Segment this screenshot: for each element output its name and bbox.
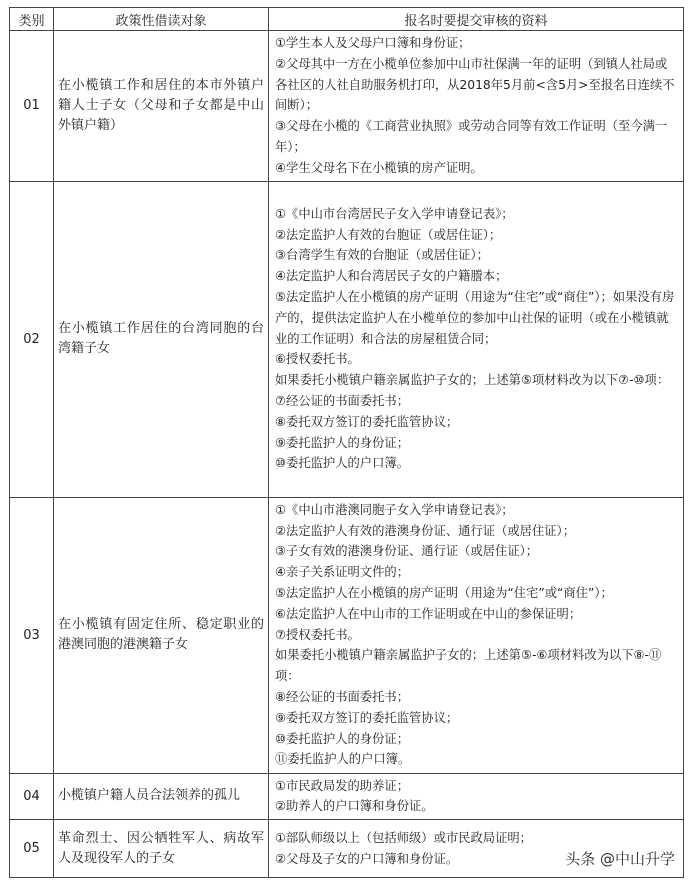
material-item: ⑨委托双方签订的委托监管协议； [275,710,459,725]
material-item: ②父母其中一方在小榄单位参加中山市社保满一年的证明（到镇人社局或各社区的人社自助服务机打印，从2018年5月前<含5月>至报名日连续不间断）； [275,56,675,113]
row-category-number: 01 [10,31,54,182]
row-materials [269,773,684,820]
row-policy-object: 在小榄镇工作居住的台湾同胞的台湾籍子女 [54,181,269,497]
material-item: ④学生父母名下在小榄镇的房产证明。 [275,160,483,175]
row-category-number: 02 [10,181,54,497]
material-item: ①市民政局发的助养证； [275,778,409,793]
material-item: ⑦授权委托书。 [275,627,360,642]
table-row [10,773,684,820]
row-materials [269,31,684,182]
material-item: ②法定监护人有效的港澳身份证、通行证（或居住证）； [275,523,576,538]
row-category-number: 03 [10,497,54,773]
material-item: ⑦经公证的书面委托书； [275,394,409,409]
row-policy-object: 在小榄镇有固定住所、稳定职业的港澳同胞的港澳籍子女 [54,497,269,773]
material-item: ①学生本人及父母户口簿和身份证； [275,36,471,50]
policy-table [9,7,684,878]
material-item: ①《中山市港澳同胞子女入学申请登记表》； [275,502,514,517]
row-category-number: 04 [10,773,54,820]
material-item: 如果委托小榄镇户籍亲属监护子女的；上述第⑤项材料改为以下⑦-⑩项： [275,373,670,388]
material-item: ②父母及子女的户口簿和身份证。 [275,851,459,866]
header-category: 类别 [10,8,54,31]
row-policy-object: 小榄镇户籍人员合法领养的孤儿 [54,773,269,820]
row-materials [269,497,684,773]
material-item: ①《中山市台湾居民子女入学申请登记表》； [275,206,514,221]
material-item: ⑩委托监护人的身份证； [275,731,409,746]
material-item: ⑤法定监护人在小榄镇的房产证明（用途为“住宅”或“商住”）； [275,586,613,601]
watermark: 头条 @中山升学 [562,847,678,870]
material-item: ⑨委托监护人的身份证； [275,435,409,450]
material-item: ②法定监护人有效的台胞证（或居住证）； [275,227,502,242]
material-item: ②助养人的户口簿和身份证。 [275,799,434,814]
material-item: ④亲子关系证明文件的； [275,565,409,580]
material-item: ③子女有效的港澳身份证、通行证（或居住证）； [275,544,539,559]
material-item: ⑩委托监护人的户口簿。 [275,456,409,471]
material-item: ⑪委托监护人的户口簿。 [275,752,411,767]
table-row [10,31,684,182]
header-object: 政策性借读对象 [54,8,269,31]
material-item: ③父母在小榄的《工商营业执照》或劳动合同等有效工作证明（至今满一年）； [275,119,668,154]
material-item: ⑧委托双方签订的委托监管协议； [275,414,459,429]
table-row [10,181,684,497]
material-item: ③台湾学生有效的台胞证（或居住证）； [275,248,489,263]
material-item: ⑥授权委托书。 [275,352,360,367]
material-item: ⑥法定监护人在中山市的工作证明或在中山的参保证明； [275,606,582,621]
material-item: ①部队师级以上（包括师级）或市民政局证明； [275,830,532,845]
material-item: ⑤法定监护人在小榄镇的房产证明（用途为“住宅”或“商住”）；如果没有房产的，提供法定监护人在小榄单位的参加中山社保的证明（或在小榄镇就业的工作证明）和合法的房屋租赁合同； [275,290,675,346]
row-materials [269,181,684,497]
header-materials: 报名时要提交审核的资料 [269,8,684,31]
material-item: ④法定监护人和台湾居民子女的户籍謄本； [275,269,508,284]
table-row [10,497,684,773]
row-policy-object: 革命烈士、因公牺牲军人、病故军人及现役军人的子女 [54,820,269,878]
material-item: ⑧经公证的书面委托书； [275,690,409,705]
material-item: 如果委托小榄镇户籍亲属监护子女的；上述第⑤-⑥项材料改为以下⑧-⑪项： [275,648,662,684]
row-category-number: 05 [10,820,54,878]
table-header-row [10,8,684,31]
row-policy-object: 在小榄镇工作和居住的本市外镇户籍人士子女（父母和子女都是中山外镇户籍） [54,31,269,182]
